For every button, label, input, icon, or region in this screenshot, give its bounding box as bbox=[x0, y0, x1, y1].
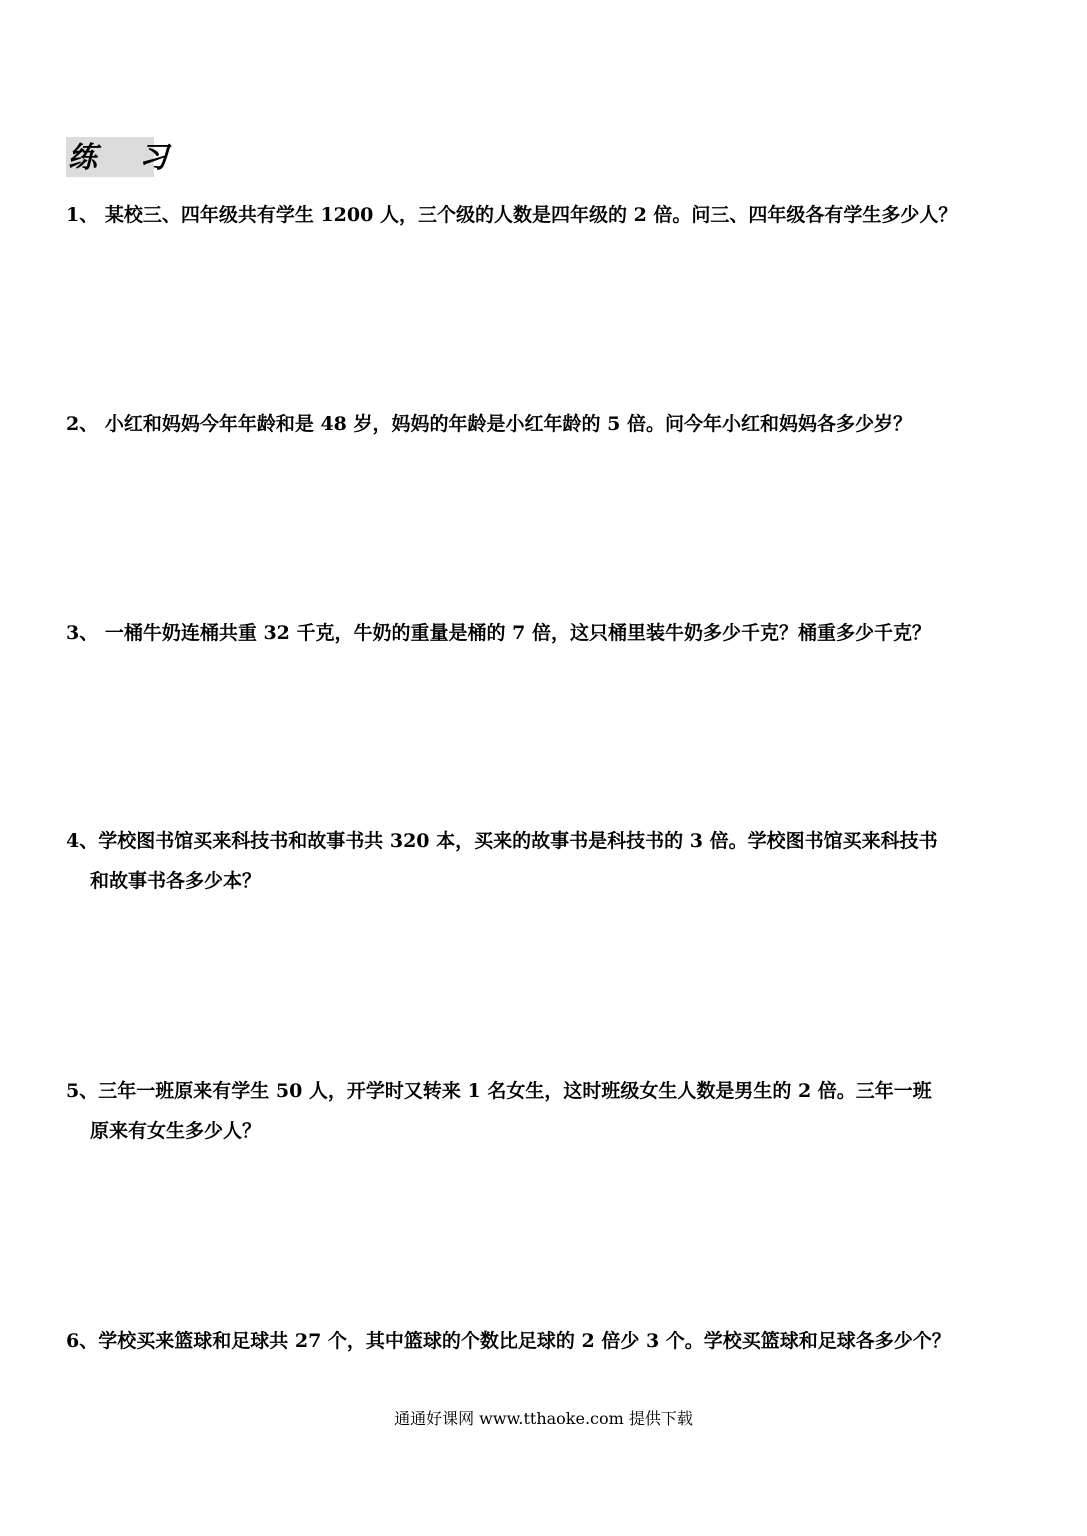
question-number: 4、 bbox=[66, 830, 99, 852]
question-text-continued: 和故事书各多少本？ bbox=[90, 870, 262, 892]
question-number: 5、 bbox=[66, 1080, 99, 1102]
question-5 bbox=[66, 1071, 1046, 1151]
question-number: 3、 bbox=[66, 622, 99, 644]
question-number: 2、 bbox=[66, 413, 99, 435]
question-text-continued: 原来有女生多少人？ bbox=[90, 1120, 262, 1142]
question-6 bbox=[66, 1321, 1046, 1361]
question-1 bbox=[66, 195, 1046, 235]
question-3 bbox=[66, 613, 1046, 653]
page-title: 练 习 bbox=[66, 137, 154, 177]
question-text: 学校买来篮球和足球共 27 个，其中篮球的个数比足球的 2 倍少 3 个。学校买篮球和足球各多少个？ bbox=[98, 1330, 951, 1352]
question-text: 学校图书馆买来科技书和故事书共 320 本，买来的故事书是科技书的 3 倍。学校图书馆买来科技书 bbox=[98, 830, 938, 852]
question-text: 一桶牛奶连桶共重 32 千克，牛奶的重量是桶的 7 倍，这只桶里装牛奶多少千克？桶重多少千克？ bbox=[98, 622, 931, 644]
question-number: 1、 bbox=[66, 204, 99, 226]
question-text: 某校三、四年级共有学生 1200 人，三个级的人数是四年级的 2 倍。问三、四年级各有学生多少人？ bbox=[98, 204, 958, 226]
question-text: 小红和妈妈今年年龄和是 48 岁，妈妈的年龄是小红年龄的 5 倍。问今年小红和妈妈各多少岁？ bbox=[98, 413, 912, 435]
question-4 bbox=[66, 821, 1046, 901]
question-2 bbox=[66, 404, 1046, 444]
question-text: 三年一班原来有学生 50 人，开学时又转来 1 名女生，这时班级女生人数是男生的 2 倍。三年一班 bbox=[98, 1080, 932, 1102]
question-number: 6、 bbox=[66, 1330, 99, 1352]
footer-credit: 通通好课网 www.tthaoke.com 提供下载 bbox=[394, 1409, 693, 1428]
